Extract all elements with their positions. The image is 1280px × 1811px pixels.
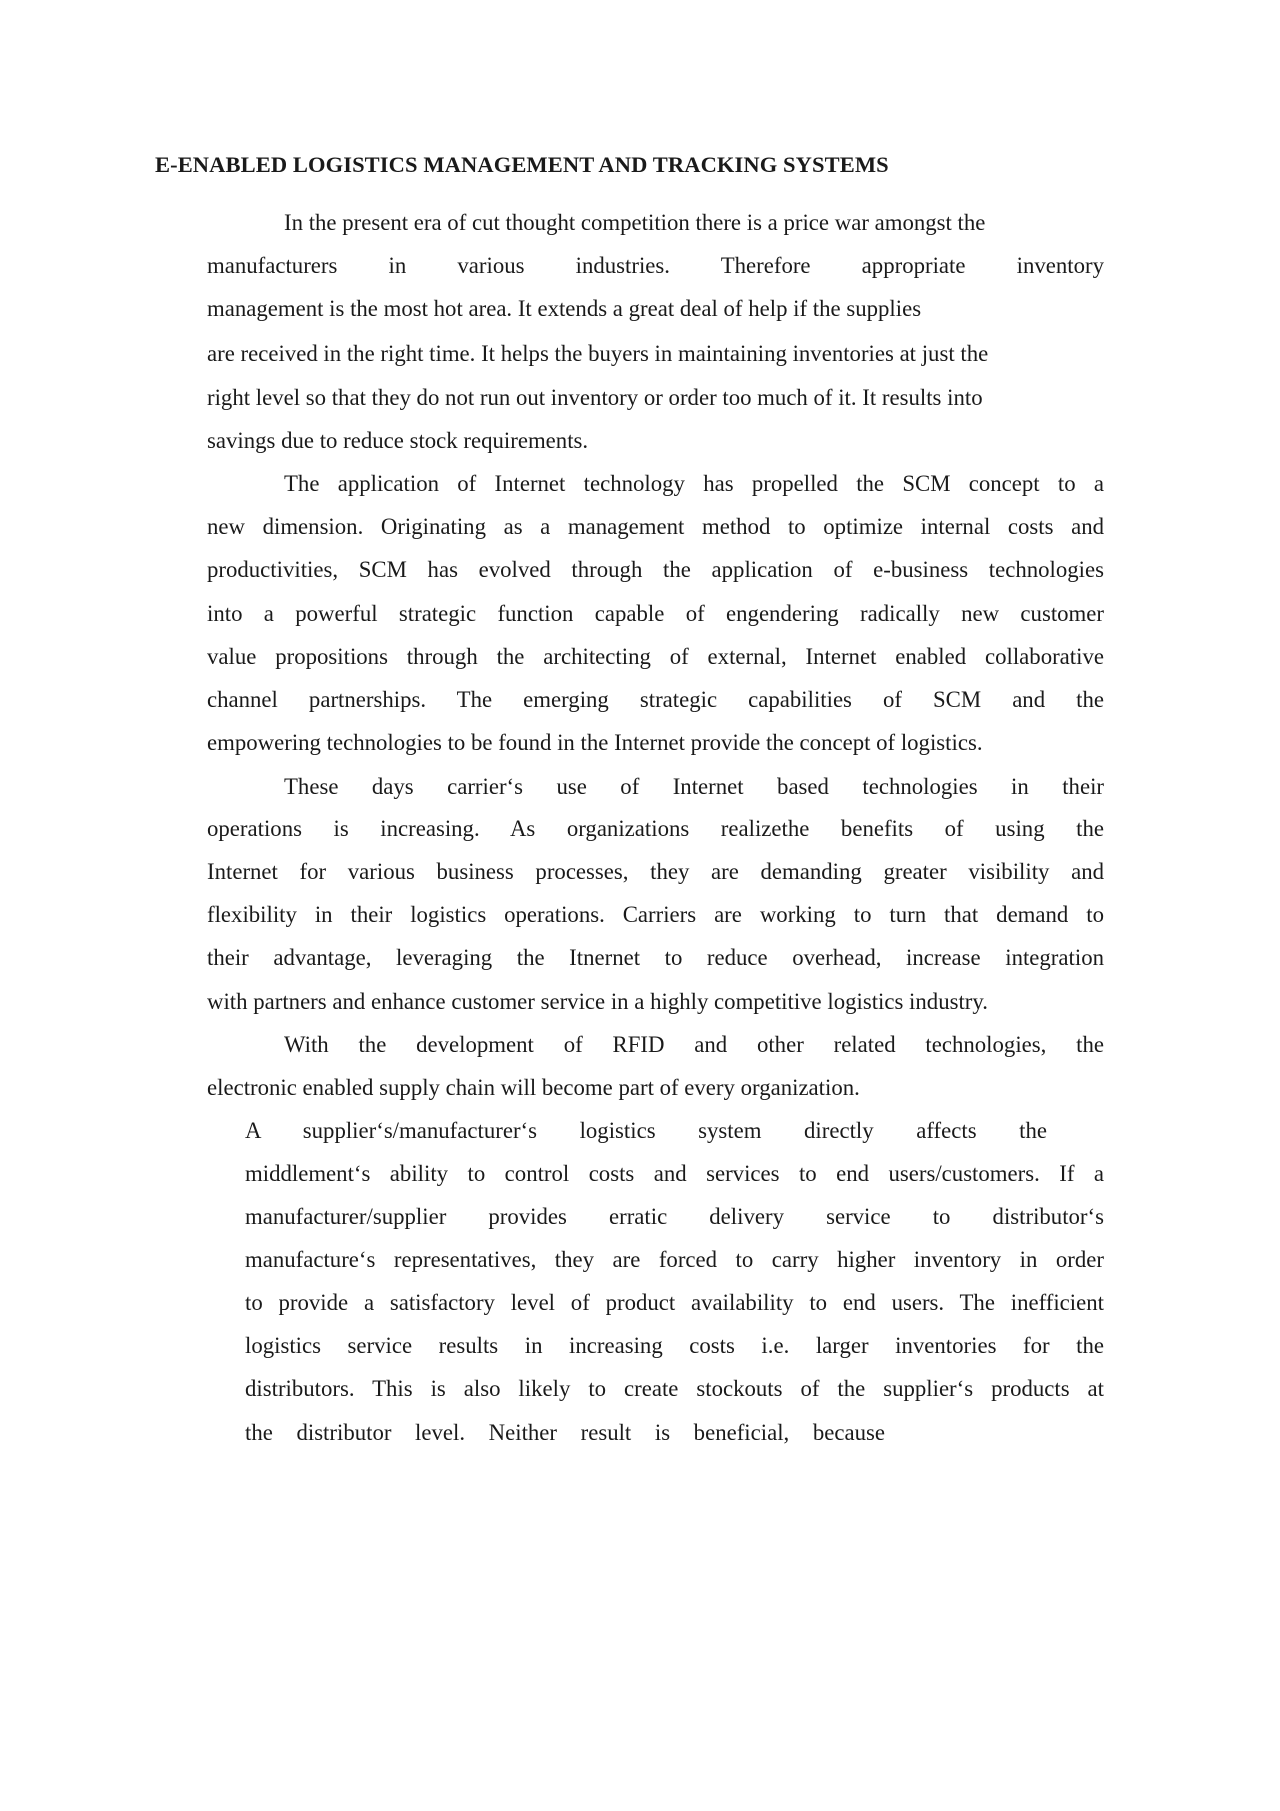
paragraph-5-line-7: distributors. This is also likely to create stockouts of the supplier‘s products at xyxy=(245,1376,1104,1401)
paragraph-1-line-3: management is the most hot area. It extends a great deal of help if the supplies xyxy=(207,296,922,321)
paragraph-3-line-1: These days carrier‘s use of Internet based technologies in their xyxy=(284,774,1104,799)
paragraph-1-line-2: manufacturers in various industries. Therefore appropriate inventory xyxy=(207,253,1104,278)
paragraph-2-line-7: empowering technologies to be found in the Internet provide the concept of logistics. xyxy=(207,730,983,755)
paragraph-5-line-6: logistics service results in increasing costs i.e. larger inventories for the xyxy=(245,1333,1104,1358)
paragraph-1-line-1: In the present era of cut thought competition there is a price war amongst the xyxy=(284,210,986,235)
paragraph-5-line-5: to provide a satisfactory level of product availability to end users. The inefficient xyxy=(245,1290,1104,1315)
paragraph-5-line-4: manufacture‘s representatives, they are forced to carry higher inventory in order xyxy=(245,1247,1104,1272)
paragraph-3-line-5: their advantage, leveraging the Itnernet to reduce overhead, increase integration xyxy=(207,945,1104,970)
paragraph-2-line-6: channel partnerships. The emerging strategic capabilities of SCM and the xyxy=(207,687,1104,712)
paragraph-3-line-3: Internet for various business processes, they are demanding greater visibility and xyxy=(207,859,1104,884)
paragraph-1-line-5: right level so that they do not run out inventory or order too much of it. It results into xyxy=(207,385,983,410)
paragraph-3-line-2: operations is increasing. As organizations realizethe benefits of using the xyxy=(207,816,1104,841)
paragraph-4-line-1: With the development of RFID and other related technologies, the xyxy=(284,1032,1104,1057)
paragraph-2-line-1: The application of Internet technology has propelled the SCM concept to a xyxy=(284,471,1104,496)
paragraph-3-line-6: with partners and enhance customer service in a highly competitive logistics industry. xyxy=(207,989,989,1014)
paragraph-2-line-3: productivities, SCM has evolved through the application of e-business technologies xyxy=(207,557,1104,582)
paragraph-5-line-1: A supplier‘s/manufacturer‘s logistics system directly affects the xyxy=(245,1118,1047,1143)
paragraph-2-line-2: new dimension. Originating as a management method to optimize internal costs and xyxy=(207,514,1104,539)
paragraph-1-line-4: are received in the right time. It helps the buyers in maintaining inventories at just the xyxy=(207,341,989,366)
paragraph-3-line-4: flexibility in their logistics operations. Carriers are working to turn that demand to xyxy=(207,902,1104,927)
paragraph-4-line-2: electronic enabled supply chain will become part of every organization. xyxy=(207,1075,860,1100)
paragraph-2-line-5: value propositions through the architecting of external, Internet enabled collaborative xyxy=(207,644,1104,669)
paragraph-5-line-2: middlement‘s ability to control costs and services to end users/customers. If a xyxy=(245,1161,1104,1186)
paragraph-1-line-6: savings due to reduce stock requirements. xyxy=(207,428,589,453)
document-title: E-ENABLED LOGISTICS MANAGEMENT AND TRACKING SYSTEMS xyxy=(155,152,889,177)
paragraph-5-line-3: manufacturer/supplier provides erratic delivery service to distributor‘s xyxy=(245,1204,1104,1229)
paragraph-5-line-8: the distributor level. Neither result is beneficial, because xyxy=(245,1420,885,1445)
paragraph-2-line-4: into a powerful strategic function capable of engendering radically new customer xyxy=(207,601,1104,626)
